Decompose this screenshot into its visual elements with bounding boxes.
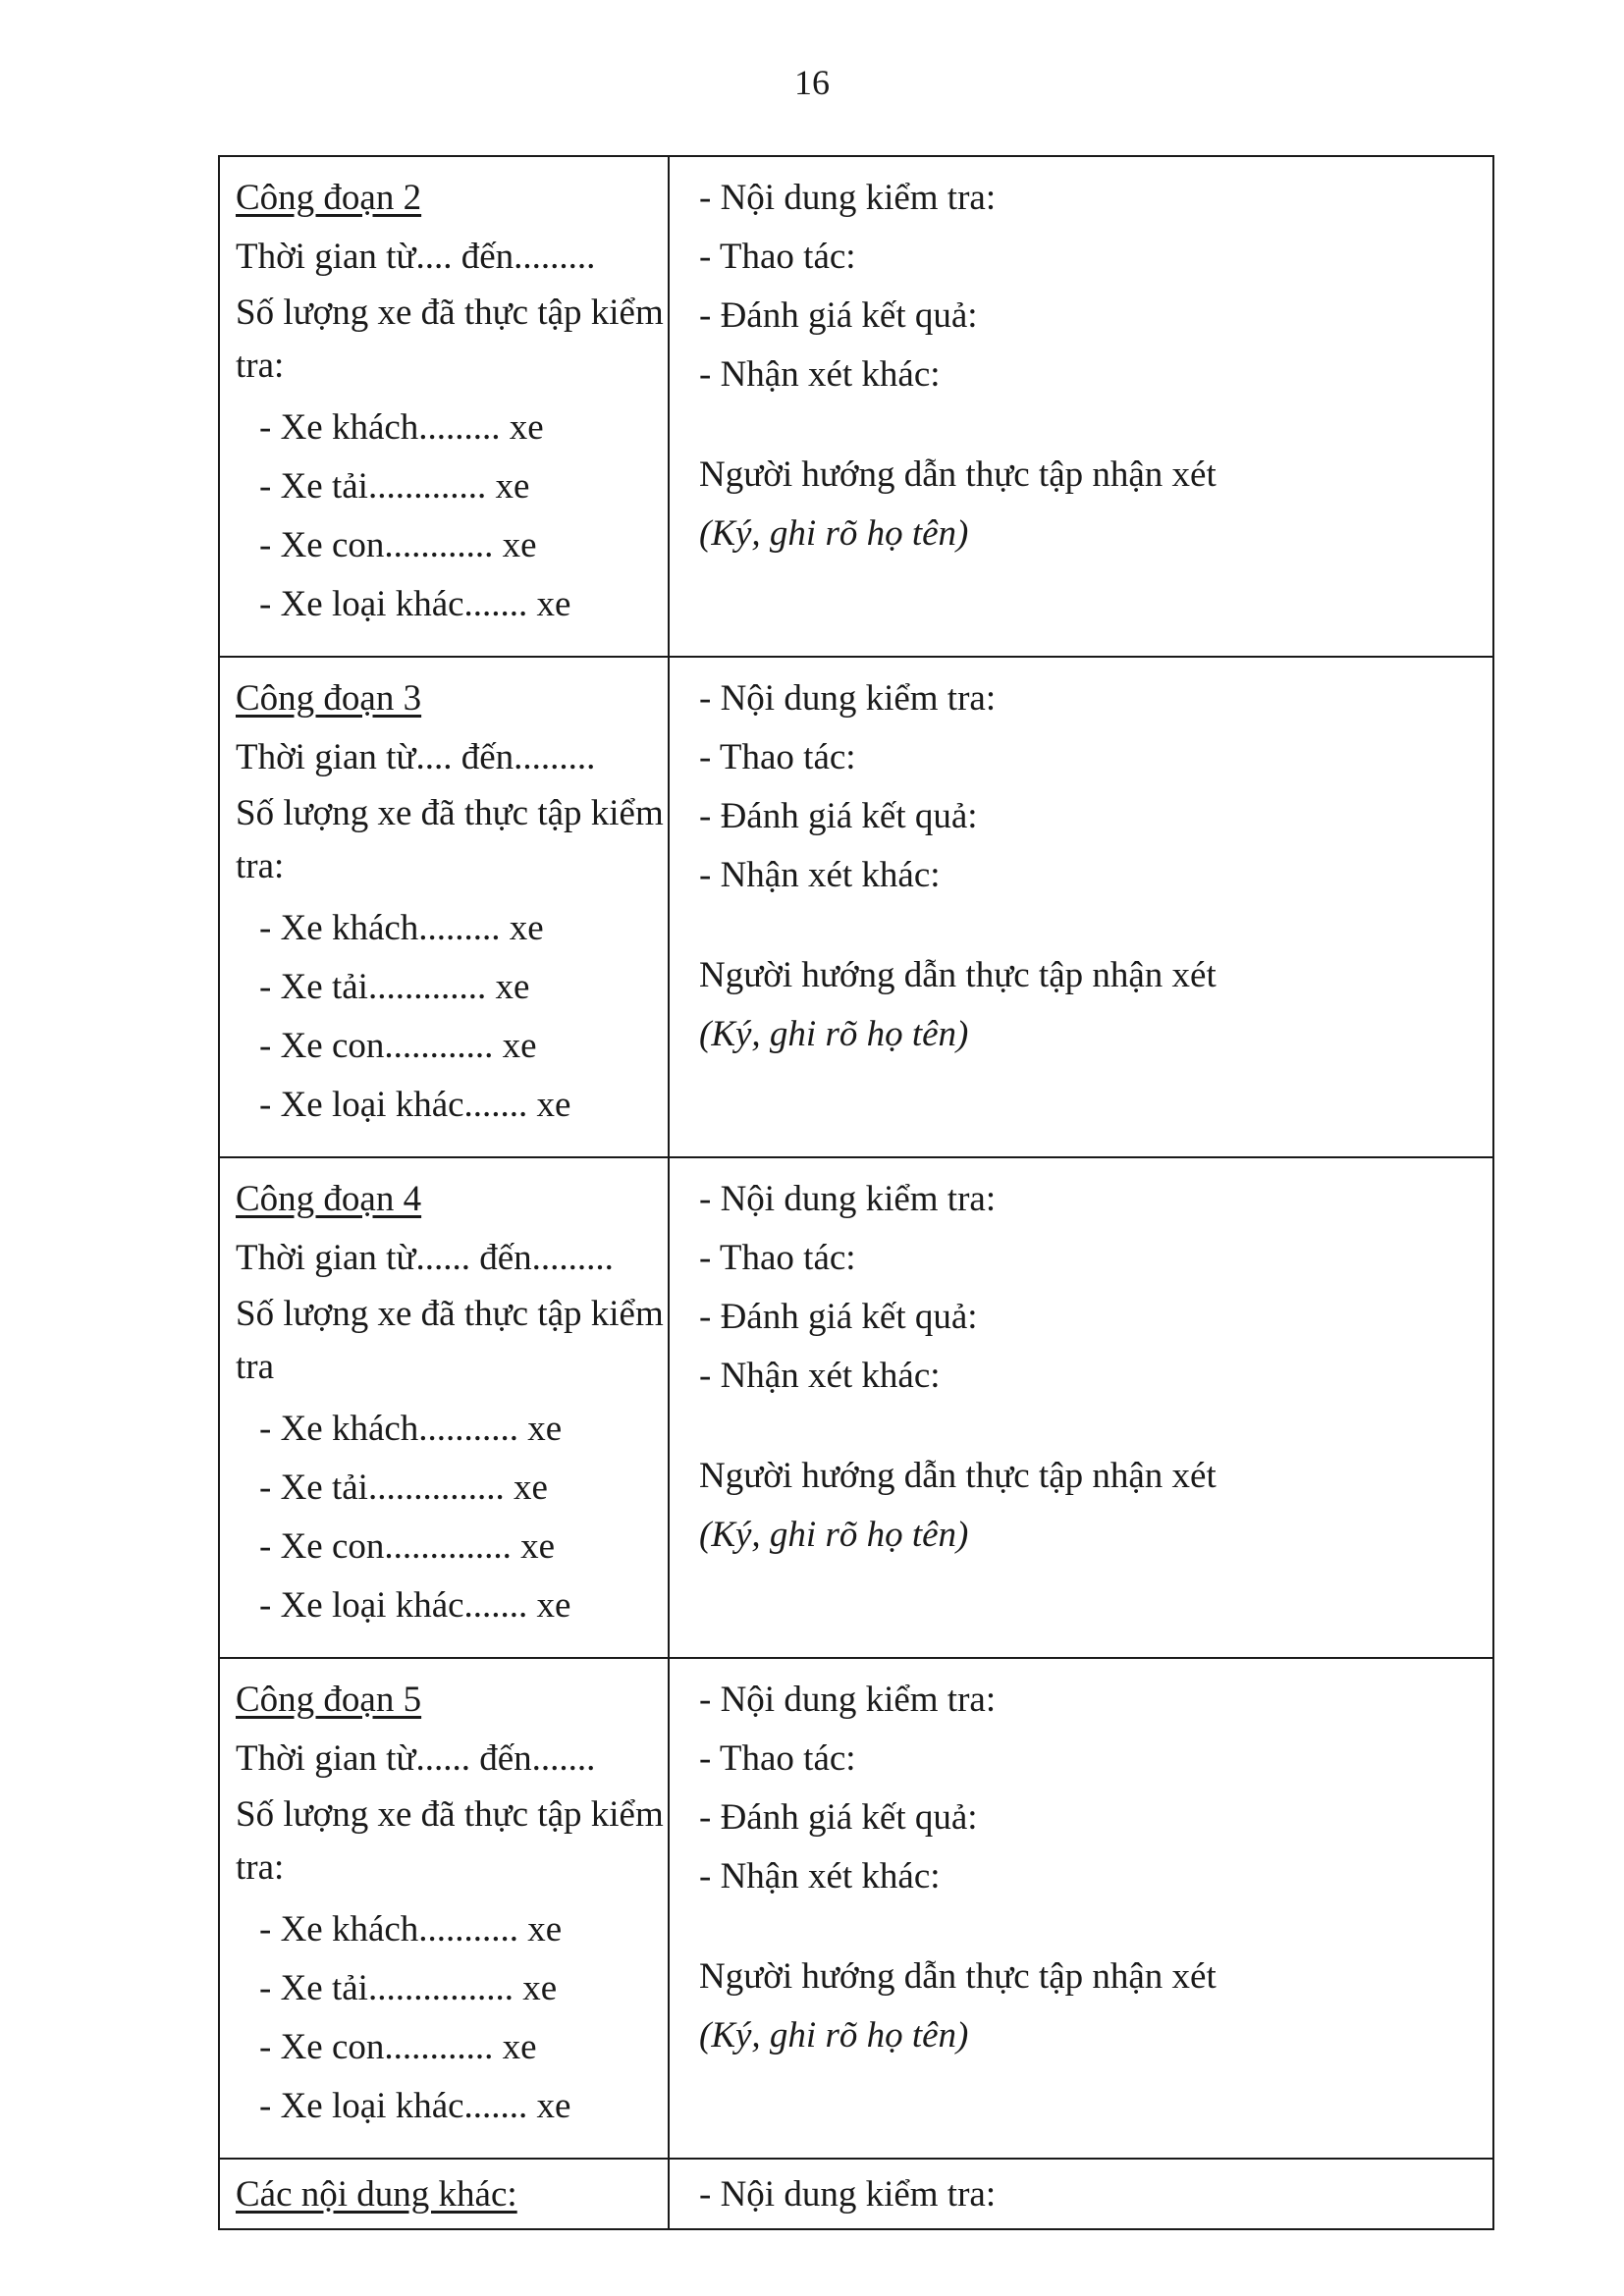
check-content: - Nội dung kiểm tra:	[699, 678, 997, 719]
stage-info-cell	[219, 1658, 669, 2159]
vehicle-truck: - Xe tải............. xe	[259, 967, 530, 1007]
vehicle-other: - Xe loại khác....... xe	[259, 2086, 571, 2126]
vehicle-car: - Xe con............ xe	[259, 2027, 537, 2067]
check-content: - Nội dung kiểm tra:	[699, 2174, 997, 2215]
stage-evaluation-cell	[669, 156, 1493, 657]
check-remarks: - Nhận xét khác:	[699, 1856, 941, 1896]
vehicle-car: - Xe con.............. xe	[259, 1526, 556, 1567]
other-info-cell	[219, 2159, 669, 2229]
check-remarks: - Nhận xét khác:	[699, 354, 941, 395]
vehicle-truck: - Xe tải............... xe	[259, 1468, 548, 1508]
signature-note: (Ký, ghi rõ họ tên)	[699, 1014, 969, 1054]
supervisor-label: Người hướng dẫn thực tập nhận xét	[699, 1456, 1217, 1496]
supervisor-label: Người hướng dẫn thực tập nhận xét	[699, 1956, 1217, 1997]
vehicle-bus: - Xe khách........... xe	[259, 1909, 563, 1949]
signature-note: (Ký, ghi rõ họ tên)	[699, 1515, 969, 1555]
supervisor-label: Người hướng dẫn thực tập nhận xét	[699, 454, 1217, 495]
check-result: - Đánh giá kết quả:	[699, 1797, 978, 1838]
stage-title: Công đoạn 4	[236, 1179, 422, 1219]
signature-note: (Ký, ghi rõ họ tên)	[699, 2015, 969, 2056]
vehicle-car: - Xe con............ xe	[259, 1026, 537, 1066]
stage-time: Thời gian từ...... đến.........	[236, 1238, 614, 1278]
stage-title: Công đoạn 2	[236, 178, 422, 218]
check-result: - Đánh giá kết quả:	[699, 1297, 978, 1337]
stage-info-cell	[219, 156, 669, 657]
check-result: - Đánh giá kết quả:	[699, 796, 978, 836]
vehicle-other: - Xe loại khác....... xe	[259, 1085, 571, 1125]
stage-info-cell	[219, 1157, 669, 1658]
vehicle-bus: - Xe khách......... xe	[259, 908, 544, 948]
check-content: - Nội dung kiểm tra:	[699, 1680, 997, 1720]
vehicle-truck: - Xe tải................ xe	[259, 1968, 558, 2008]
stage-title: Công đoạn 5	[236, 1680, 422, 1720]
stage-row-2	[219, 156, 1493, 657]
vehicle-count-label: Số lượng xe đã thực tập kiểm tra:	[236, 1794, 664, 1888]
check-operation: - Thao tác:	[699, 1738, 856, 1779]
signature-note: (Ký, ghi rõ họ tên)	[699, 513, 969, 554]
vehicle-other: - Xe loại khác....... xe	[259, 1585, 571, 1626]
vehicle-truck: - Xe tải............. xe	[259, 466, 530, 507]
check-operation: - Thao tác:	[699, 1238, 856, 1278]
supervisor-label: Người hướng dẫn thực tập nhận xét	[699, 955, 1217, 995]
vehicle-bus: - Xe khách......... xe	[259, 407, 544, 448]
stage-evaluation-cell	[669, 1658, 1493, 2159]
vehicle-count-label: Số lượng xe đã thực tập kiểm tra	[236, 1294, 664, 1387]
stage-info-cell	[219, 657, 669, 1157]
stage-title: Công đoạn 3	[236, 678, 422, 719]
vehicle-count-label: Số lượng xe đã thực tập kiểm tra:	[236, 793, 664, 886]
check-content: - Nội dung kiểm tra:	[699, 1179, 997, 1219]
stage-row-3	[219, 657, 1493, 1157]
stage-time: Thời gian từ...... đến.......	[236, 1738, 596, 1779]
other-content-title: Các nội dung khác:	[236, 2174, 517, 2215]
stage-row-4	[219, 1157, 1493, 1658]
page-number: 16	[794, 63, 830, 102]
check-content: - Nội dung kiểm tra:	[699, 178, 997, 218]
stage-evaluation-cell	[669, 657, 1493, 1157]
vehicle-bus: - Xe khách........... xe	[259, 1409, 563, 1449]
practice-log-table	[218, 155, 1494, 2230]
check-remarks: - Nhận xét khác:	[699, 855, 941, 895]
stage-time: Thời gian từ.... đến.........	[236, 237, 596, 277]
check-remarks: - Nhận xét khác:	[699, 1356, 941, 1396]
stage-row-5	[219, 1658, 1493, 2159]
other-content-row	[219, 2159, 1493, 2229]
vehicle-count-label: Số lượng xe đã thực tập kiểm tra:	[236, 293, 664, 386]
vehicle-other: - Xe loại khác....... xe	[259, 584, 571, 624]
stage-time: Thời gian từ.... đến.........	[236, 737, 596, 777]
check-operation: - Thao tác:	[699, 737, 856, 777]
vehicle-car: - Xe con............ xe	[259, 525, 537, 565]
check-operation: - Thao tác:	[699, 237, 856, 277]
stage-evaluation-cell	[669, 1157, 1493, 1658]
other-evaluation-cell	[669, 2159, 1493, 2229]
check-result: - Đánh giá kết quả:	[699, 295, 978, 336]
